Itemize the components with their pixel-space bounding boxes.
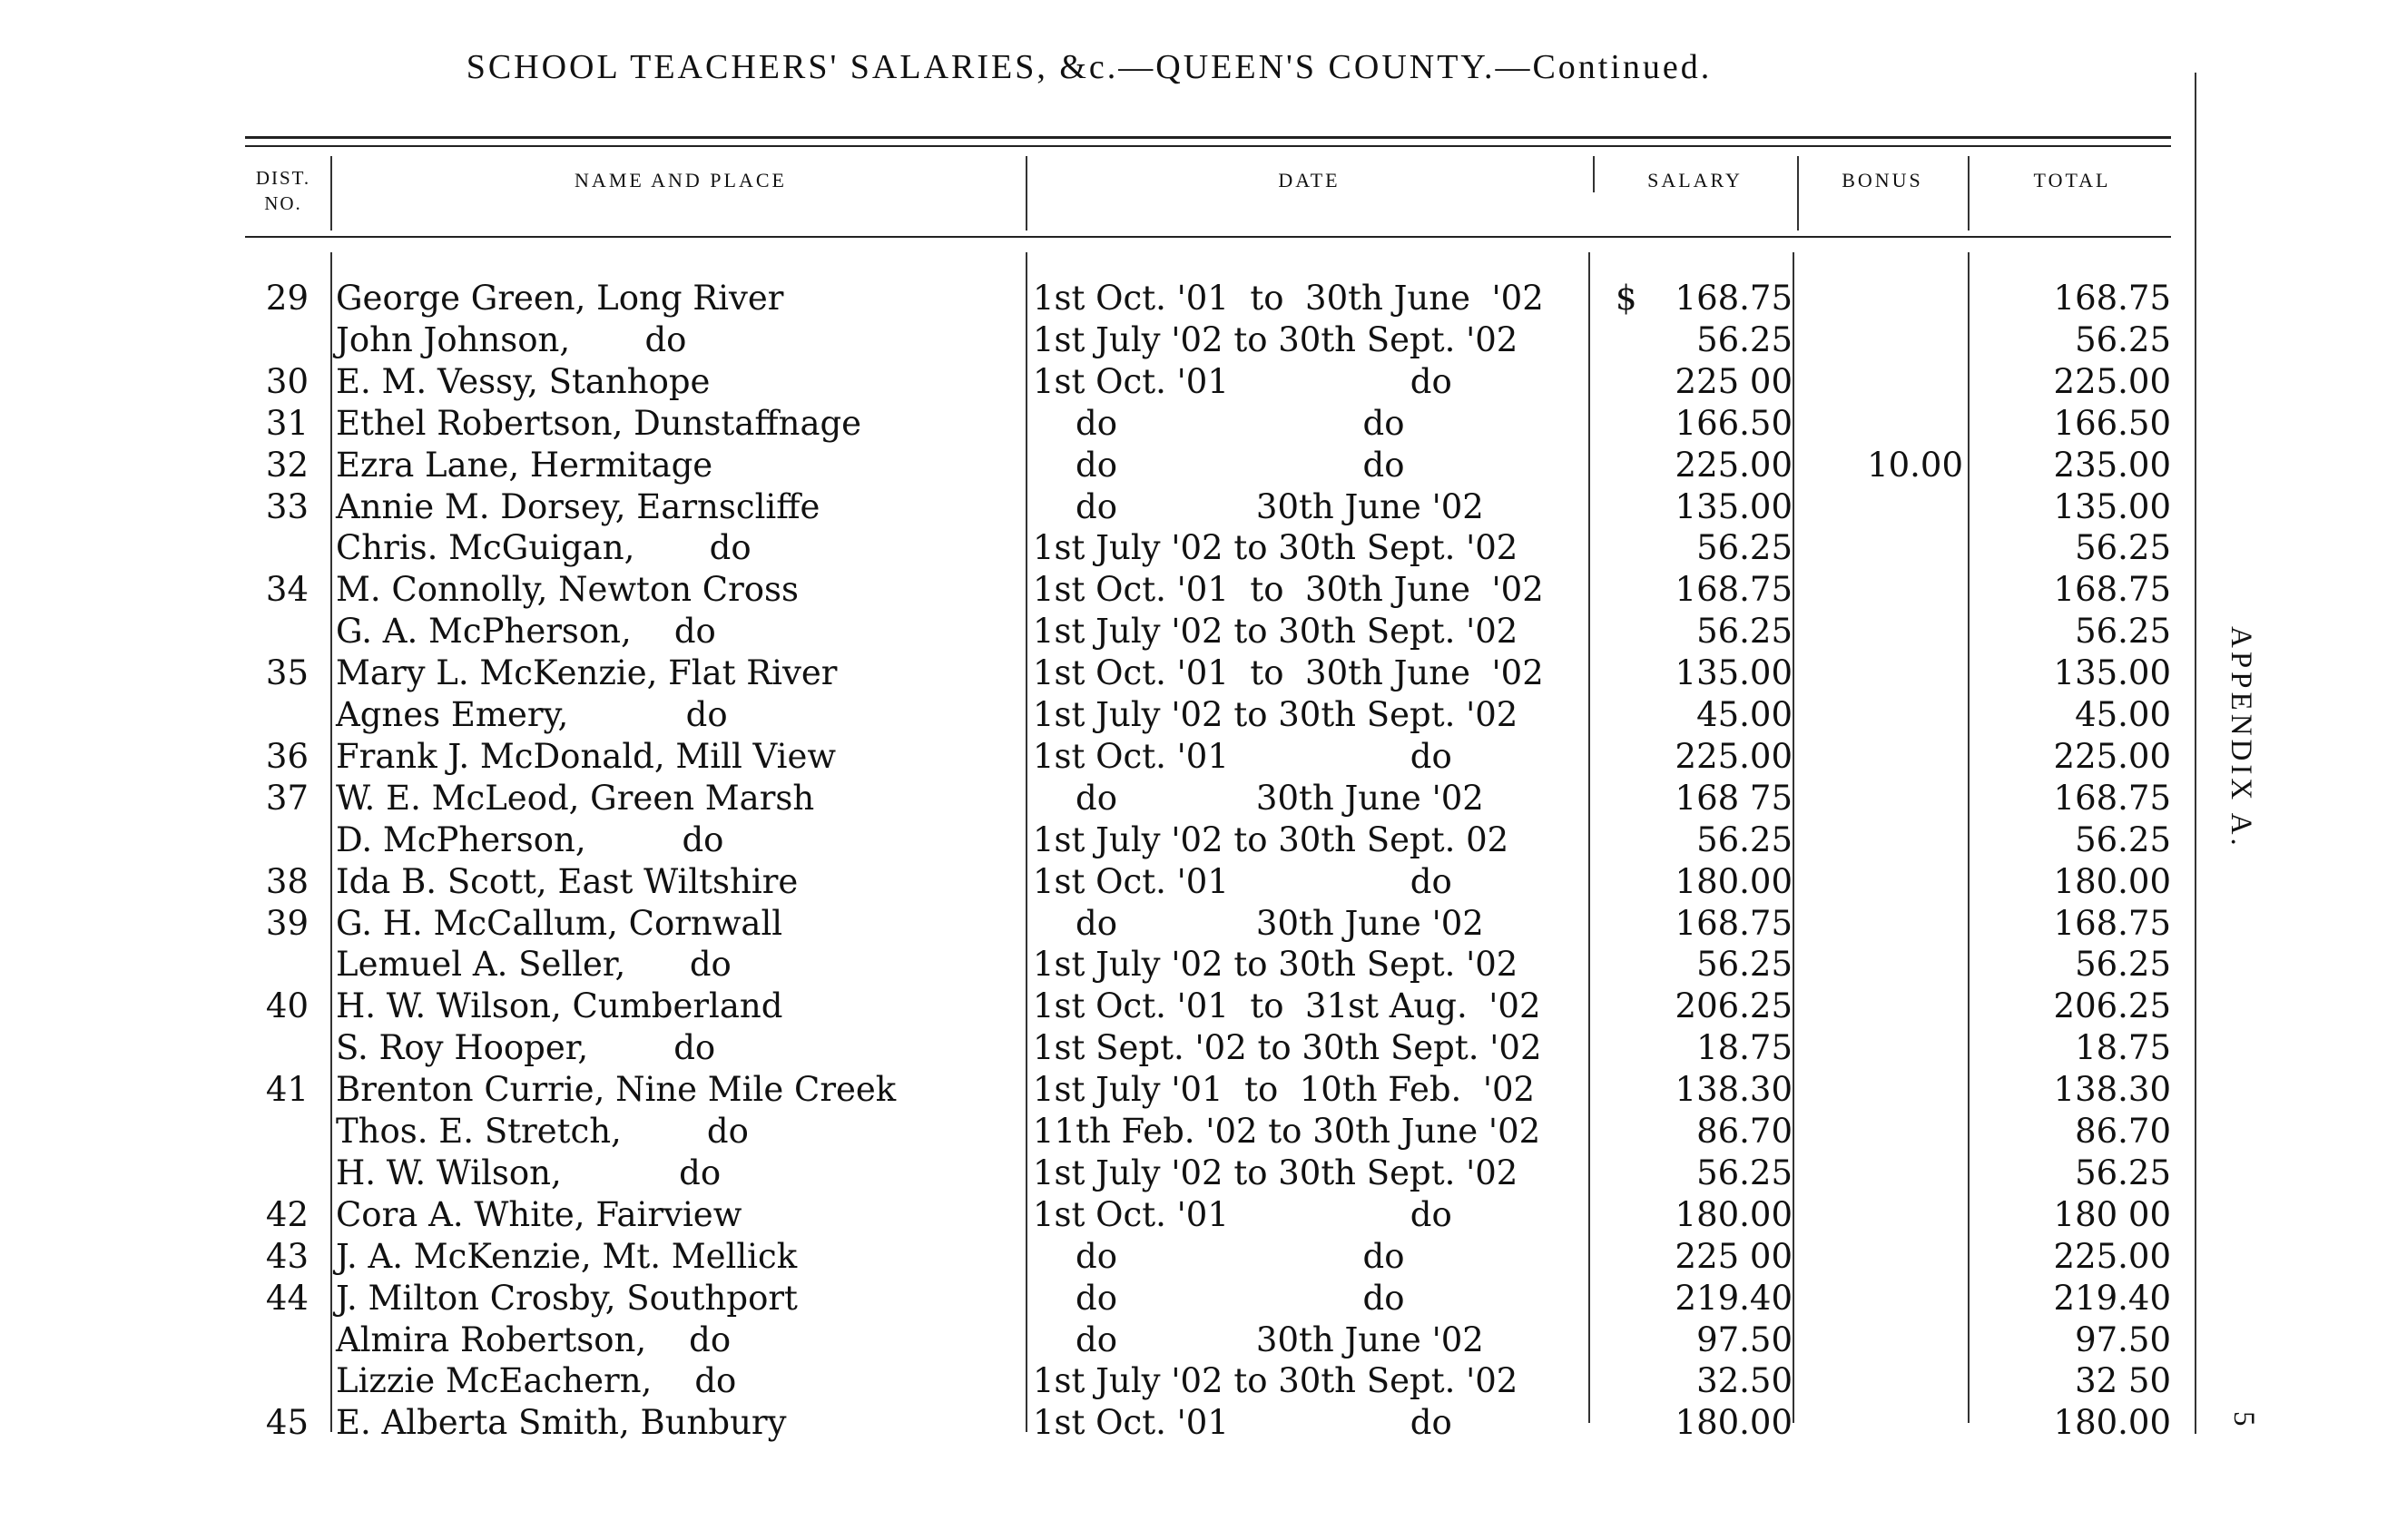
cell-dist: 44 [265,1278,309,1318]
table-row [0,1236,2397,1277]
cell-name: E. Alberta Smith, Bunbury [336,1403,787,1443]
cell-salary: 56.25 [1696,319,1793,359]
cell-dist: 35 [265,653,309,693]
cell-salary: 225 00 [1675,361,1793,401]
cell-date: 1st July '02 to 30th Sept. '02 [1033,612,1518,652]
table-row [0,944,2397,985]
cell-total: 225.00 [2053,736,2171,776]
cell-total: 56.25 [2075,319,2171,359]
cell-dist: 30 [265,361,309,401]
table-row [0,361,2397,402]
cell-date: 1st July '02 to 30th Sept. '02 [1033,528,1518,568]
cell-date: do 30th June '02 [1033,1319,1484,1359]
cell-salary: 56.25 [1696,612,1793,652]
table-row [0,986,2397,1026]
cell-date: 11th Feb. '02 to 30th June '02 [1033,1112,1541,1151]
cell-salary: 97.50 [1696,1319,1793,1359]
cell-name: John Johnson, do [336,319,687,359]
table-row [0,1069,2397,1110]
cell-date: 1st Oct. '01 do [1033,861,1452,901]
cell-date: 1st July '02 to 30th Sept. '02 [1033,1361,1518,1401]
cell-total: 32 50 [2075,1361,2171,1401]
cell-total: 180.00 [2053,1403,2171,1443]
cell-date: 1st Oct. '01 to 31st Aug. '02 [1033,986,1541,1026]
header-separator-salary [1797,156,1799,231]
header-separator-bonus [1968,156,1970,231]
cell-salary: 219.40 [1675,1278,1793,1318]
cell-date: do 30th June '02 [1033,903,1484,943]
cell-salary: 135.00 [1675,486,1793,526]
cell-name: G. H. McCallum, Cornwall [336,903,783,943]
cell-dist: 41 [265,1070,309,1110]
table-row [0,403,2397,444]
cell-name: W. E. McLeod, Green Marsh [336,778,815,818]
cell-name: Almira Robertson, do [336,1319,732,1359]
table-row [0,1319,2397,1360]
cell-date: 1st Oct. '01 do [1033,1403,1452,1443]
cell-total: 168.75 [2053,570,2171,610]
cell-salary: 180.00 [1675,1194,1793,1234]
cell-date: do do [1033,1236,1405,1276]
cell-salary: 180.00 [1675,861,1793,901]
cell-salary: 18.75 [1696,1028,1793,1068]
table-row [0,736,2397,777]
cell-name: Frank J. McDonald, Mill View [336,736,837,776]
cell-date: 1st July '02 to 30th Sept. '02 [1033,695,1518,734]
cell-date: do do [1033,445,1405,485]
cell-salary: 206.25 [1675,986,1793,1026]
cell-total: 56.25 [2075,528,2171,568]
cell-name: George Green, Long River [336,279,784,318]
cell-salary: 168.75 [1675,570,1793,610]
cell-date: 1st Oct. '01 to 30th June '02 [1033,653,1544,693]
cell-total: 168.75 [2053,903,2171,943]
cell-dist: 40 [265,986,309,1026]
cell-name: G. A. McPherson, do [336,612,716,652]
cell-total: 56.25 [2075,1153,2171,1192]
cell-salary: 138.30 [1675,1070,1793,1110]
header-separator-dist [330,156,332,231]
cell-salary: 56.25 [1696,528,1793,568]
cell-total: 235.00 [2053,445,2171,485]
cell-date: 1st Sept. '02 to 30th Sept. '02 [1033,1028,1542,1068]
cell-name: Annie M. Dorsey, Earnscliffe [336,486,820,526]
cell-total: 97.50 [2075,1319,2171,1359]
cell-total: 206.25 [2053,986,2171,1026]
table-row [0,861,2397,902]
cell-dist: 34 [265,570,309,610]
cell-total: 135.00 [2053,653,2171,693]
cell-total: 225.00 [2053,1236,2171,1276]
cell-date: 1st Oct. '01 do [1033,361,1452,401]
page-title: SCHOOL TEACHERS' SALARIES, &c.—QUEEN'S COUNTY.—Continued. [466,48,1713,86]
cell-salary: 135.00 [1675,653,1793,693]
cell-total: 45.00 [2075,695,2171,734]
cell-dist: 43 [265,1236,309,1276]
cell-dist: 38 [265,861,309,901]
cell-date: 1st July '02 to 30th Sept. 02 [1033,819,1509,859]
cell-total: 56.25 [2075,945,2171,985]
cell-salary: 56.25 [1696,1153,1793,1192]
cell-date: 1st Oct. '01 to 30th June '02 [1033,279,1544,318]
cell-name: E. M. Vessy, Stanhope [336,361,711,401]
cell-salary: 86.70 [1696,1112,1793,1151]
cell-dist: 36 [265,736,309,776]
table-row [0,569,2397,610]
cell-name: Agnes Emery, do [336,695,728,734]
cell-dist: 32 [265,445,309,485]
cell-date: 1st Oct. '01 do [1033,1194,1452,1234]
cell-salary: 225.00 [1675,445,1793,485]
cell-bonus: 10.00 [1867,445,1963,485]
table-row [0,819,2397,860]
cell-name: Brenton Currie, Nine Mile Creek [336,1070,897,1110]
cell-total: 166.50 [2053,403,2171,443]
cell-dist: 31 [265,403,309,443]
header-name-place: NAME AND PLACE [575,169,787,191]
table-row [0,1194,2397,1235]
side-label: APPENDIX A. [2225,626,2257,849]
cell-salary: 168.75 [1675,903,1793,943]
cell-total: 168.75 [2053,279,2171,318]
cell-dist: 42 [265,1194,309,1234]
cell-salary: 45.00 [1696,695,1793,734]
cell-salary: 56.25 [1696,945,1793,985]
table-row [0,1278,2397,1319]
cell-date: 1st Oct. '01 to 30th June '02 [1033,570,1544,610]
table-row [0,486,2397,527]
cell-name: Cora A. White, Fairview [336,1194,742,1234]
cell-date: 1st July '02 to 30th Sept. '02 [1033,945,1518,985]
cell-dist: 45 [265,1403,309,1443]
table-row [0,1027,2397,1068]
table-row [0,1111,2397,1152]
table-row [0,652,2397,693]
cell-date: do do [1033,1278,1405,1318]
table-row [0,903,2397,944]
header-salary: SALARY [1647,169,1743,191]
cell-name: Ezra Lane, Hermitage [336,445,713,485]
header-date: DATE [1278,169,1341,191]
cell-total: 56.25 [2075,612,2171,652]
cell-total: 180 00 [2053,1194,2171,1234]
cell-total: 18.75 [2075,1028,2171,1068]
cell-name: Thos. E. Stretch, do [336,1112,749,1151]
cell-total: 225.00 [2053,361,2171,401]
table-row [0,1402,2397,1443]
cell-salary: 56.25 [1696,819,1793,859]
cell-name: S. Roy Hooper, do [336,1028,716,1068]
cell-total: 219.40 [2053,1278,2171,1318]
cell-name: Ida B. Scott, East Wiltshire [336,861,799,901]
cell-dist: 37 [265,778,309,818]
cell-salary: 225 00 [1675,1236,1793,1276]
table-row [0,1360,2397,1401]
cell-salary: 168.75 [1675,279,1793,318]
cell-total: 180.00 [2053,861,2171,901]
header-rule-double [245,145,2171,147]
cell-total: 138.30 [2053,1070,2171,1110]
cell-salary: 166.50 [1675,403,1793,443]
cell-date: do 30th June '02 [1033,486,1484,526]
cell-salary: 168 75 [1675,778,1793,818]
cell-name: H. W. Wilson, Cumberland [336,986,783,1026]
table-row [0,778,2397,819]
currency-symbol: $ [1616,279,1637,318]
header-rule-bottom [245,236,2171,238]
cell-dist: 33 [265,486,309,526]
table-row [0,1153,2397,1193]
cell-name: M. Connolly, Newton Cross [336,570,800,610]
cell-date: do do [1033,403,1405,443]
header-rule-top [245,136,2171,139]
cell-name: Lemuel A. Seller, do [336,945,732,985]
cell-total: 135.00 [2053,486,2171,526]
cell-name: Ethel Robertson, Dunstaffnage [336,403,862,443]
cell-date: do 30th June '02 [1033,778,1484,818]
cell-salary: 180.00 [1675,1403,1793,1443]
cell-date: 1st Oct. '01 do [1033,736,1452,776]
table-row [0,611,2397,652]
cell-dist: 39 [265,903,309,943]
cell-name: Lizzie McEachern, do [336,1361,737,1401]
cell-dist: 29 [265,279,309,318]
cell-date: 1st July '02 to 30th Sept. '02 [1033,1153,1518,1192]
table-row [0,527,2397,568]
header-dist-no: DIST. NO. [255,167,311,214]
table-row [0,319,2397,360]
cell-name: J. Milton Crosby, Southport [336,1278,798,1318]
cell-name: J. A. McKenzie, Mt. Mellick [336,1236,798,1276]
cell-total: 168.75 [2053,778,2171,818]
cell-name: Mary L. McKenzie, Flat River [336,653,838,693]
cell-date: 1st July '02 to 30th Sept. '02 [1033,319,1518,359]
table-row [0,278,2397,319]
page-number: 5 [2227,1411,2260,1427]
header-bonus: BONUS [1842,169,1923,191]
header-total: TOTAL [2033,169,2111,191]
table-row [0,694,2397,735]
cell-salary: 32.50 [1696,1361,1793,1401]
cell-total: 86.70 [2075,1112,2171,1151]
cell-name: H. W. Wilson, do [336,1153,722,1192]
header-separator-name [1026,156,1027,231]
cell-date: 1st July '01 to 10th Feb. '02 [1033,1070,1536,1110]
cell-name: D. McPherson, do [336,819,724,859]
table-row [0,445,2397,486]
cell-total: 56.25 [2075,819,2171,859]
cell-salary: 225.00 [1675,736,1793,776]
cell-name: Chris. McGuigan, do [336,528,752,568]
